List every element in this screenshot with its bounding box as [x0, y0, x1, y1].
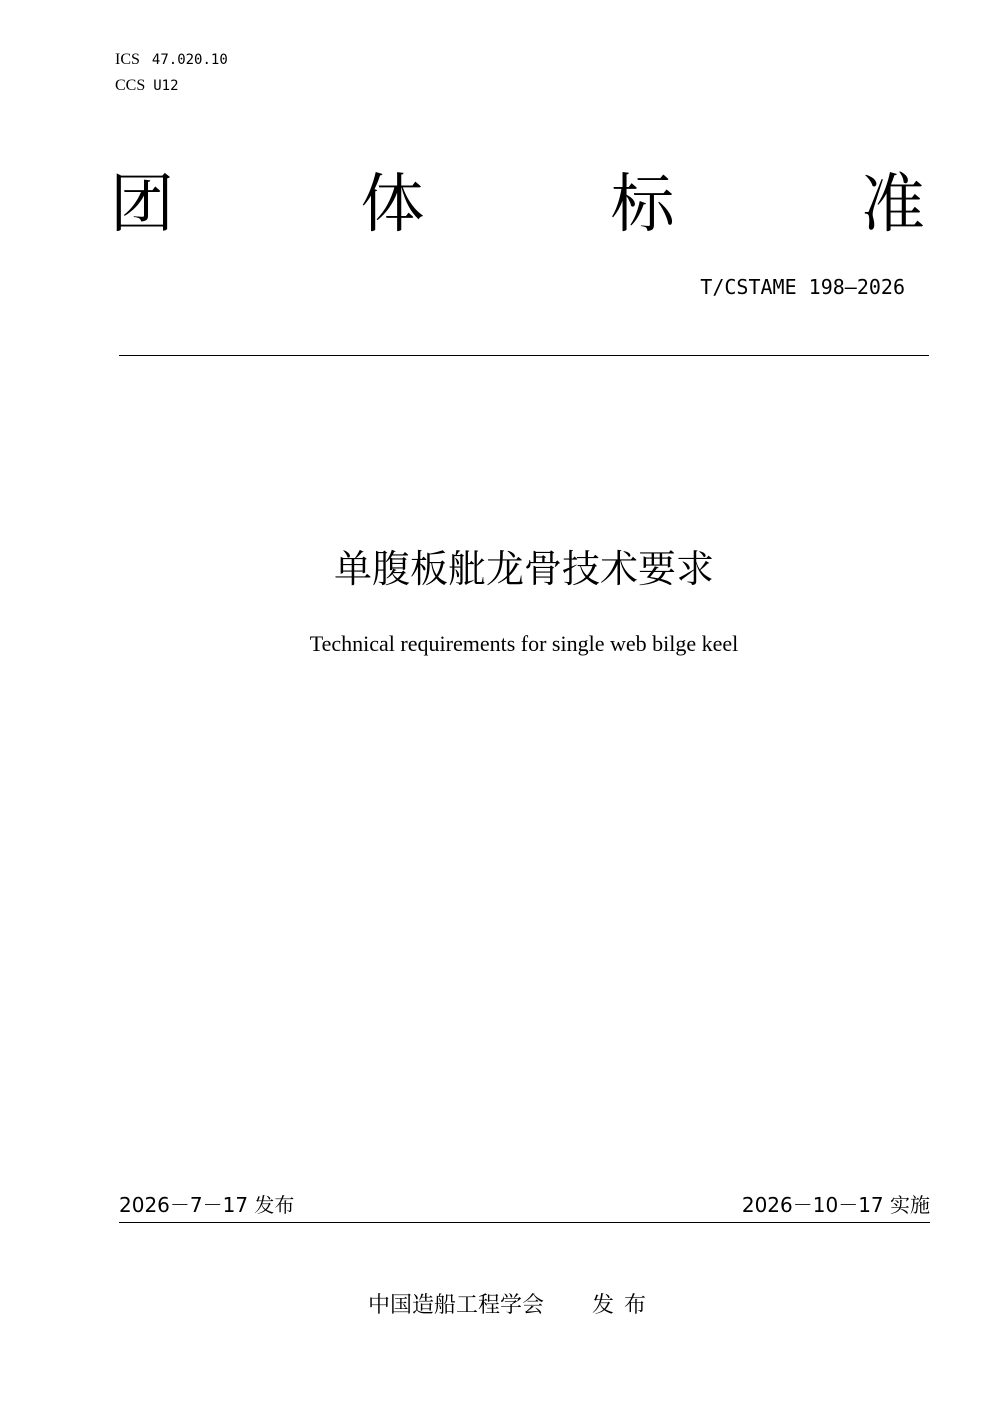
category-title-char: 标	[610, 168, 675, 242]
publisher-name: 中国造船工程学会	[367, 1293, 544, 1318]
ics-code	[115, 50, 228, 69]
top-divider	[119, 355, 929, 356]
category-title-char: 准	[860, 168, 925, 242]
publisher-line	[0, 1292, 1000, 1320]
category-title-char: 体	[360, 168, 425, 242]
ccs-code	[115, 76, 179, 95]
standard-number: T/CSTAME 198—2026	[700, 275, 905, 299]
category-title	[100, 165, 935, 245]
category-title-char: 团	[110, 168, 174, 242]
implementation-date: 2026－10－17 实施	[741, 1193, 930, 1217]
ccs-value: U12	[153, 78, 179, 94]
bottom-divider	[119, 1222, 930, 1223]
publisher-action: 发布	[592, 1293, 657, 1318]
ics-label: ICS	[115, 51, 140, 68]
ccs-label: CCS	[115, 77, 146, 94]
issue-date: 2026－7－17 发布	[119, 1193, 295, 1217]
title-chinese: 单腹板舭龙骨技术要求	[333, 547, 714, 591]
ics-value: 47.020.10	[151, 52, 228, 68]
title-english: Technical requirements for single web bilge keel	[309, 631, 739, 656]
